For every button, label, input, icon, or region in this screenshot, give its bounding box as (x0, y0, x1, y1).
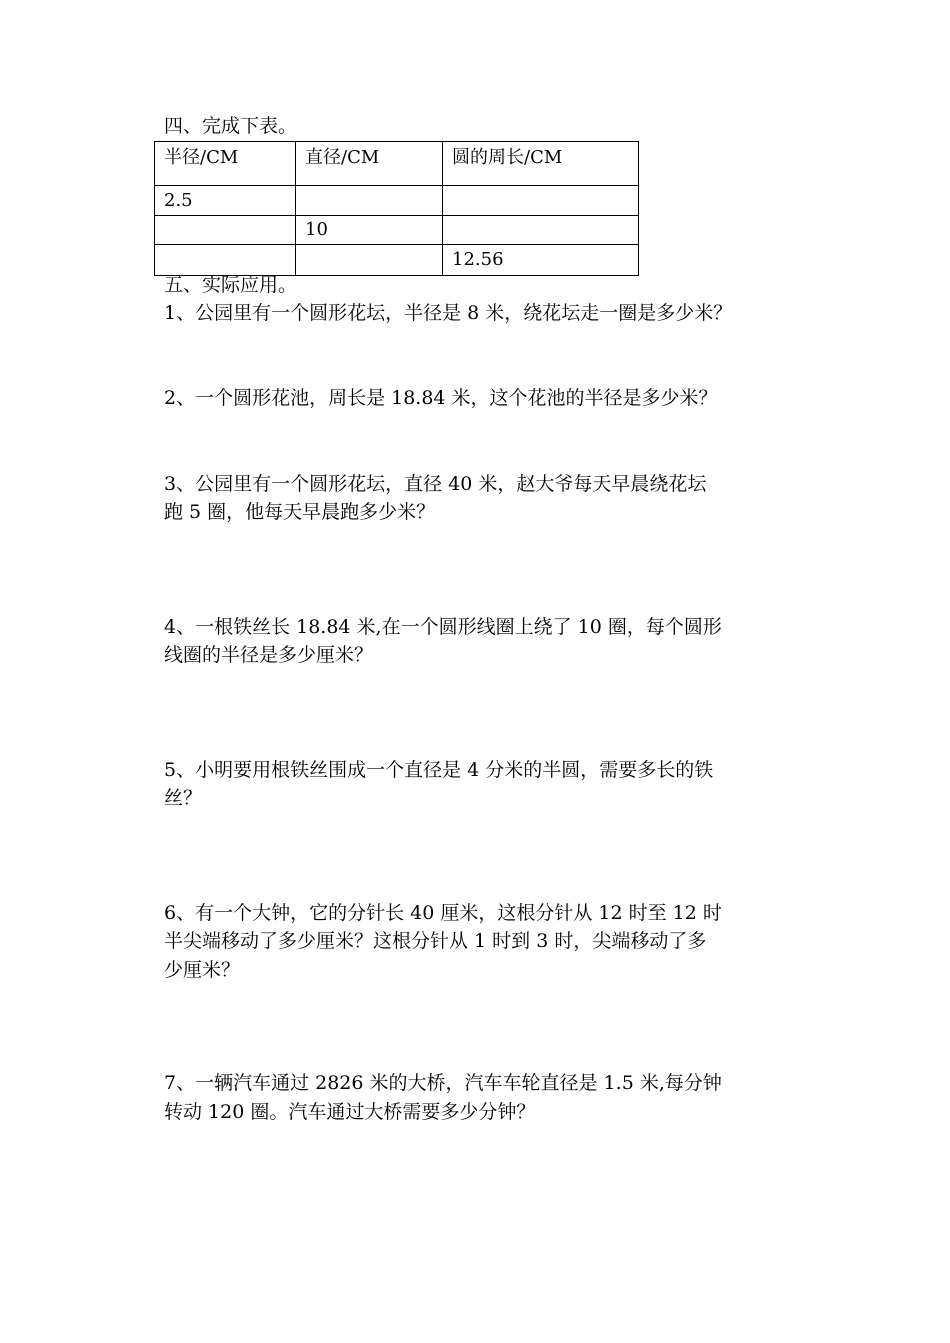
problem-line: 3、公园里有一个圆形花坛，直径 40 米，赵大爷每天早晨绕花坛 (164, 473, 707, 495)
table-cell (443, 186, 639, 216)
table-row (155, 245, 639, 276)
problem-line: 2、一个圆形花池，周长是 18.84 米，这个花池的半径是多少米？ (164, 387, 718, 409)
table-cell: 12.56 (443, 245, 639, 276)
problem-line: 跑 5 圈，他每天早晨跑多少米？ (164, 501, 436, 523)
fill-in-table (154, 141, 639, 276)
problem-line: 6、有一个大钟，它的分针长 40 厘米，这根分针从 12 时至 12 时 (164, 902, 722, 924)
header-radius: 半径/CM (155, 142, 296, 186)
table-row (155, 216, 639, 245)
problem-line: 4、一根铁丝长 18.84 米,在一个圆形线圈上绕了 10 圈，每个圆形 (164, 616, 722, 638)
header-circumference: 圆的周长/CM (443, 142, 639, 186)
section-5-heading: 五、实际应用。 (164, 274, 298, 296)
table-cell: 10 (296, 216, 443, 245)
table-cell: 2.5 (155, 186, 296, 216)
header-diameter: 直径/CM (296, 142, 443, 186)
table-cell (296, 186, 443, 216)
problem-line: 转动 120 圈。汽车通过大桥需要多少分钟？ (164, 1101, 536, 1123)
table-row (155, 186, 639, 216)
problem-line: 5、小明要用根铁丝围成一个直径是 4 分米的半圆，需要多长的铁 (164, 759, 714, 781)
table-cell (443, 216, 639, 245)
problem-line: 半尖端移动了多少厘米？这根分针从 1 时到 3 时，尖端移动了多 (164, 930, 707, 952)
table-cell (296, 245, 443, 276)
section-4-heading: 四、完成下表。 (164, 115, 298, 137)
table-cell (155, 216, 296, 245)
table-header-row (155, 142, 639, 186)
problem-line: 丝？ (164, 787, 203, 809)
problem-line: 1、公园里有一个圆形花坛，半径是 8 米，绕花坛走一圈是多少米？ (164, 302, 733, 324)
table-cell (155, 245, 296, 276)
problem-line: 少厘米？ (164, 959, 241, 981)
problem-line: 7、一辆汽车通过 2826 米的大桥，汽车车轮直径是 1.5 米,每分钟 (164, 1072, 722, 1094)
problem-line: 线圈的半径是多少厘米？ (164, 644, 374, 666)
